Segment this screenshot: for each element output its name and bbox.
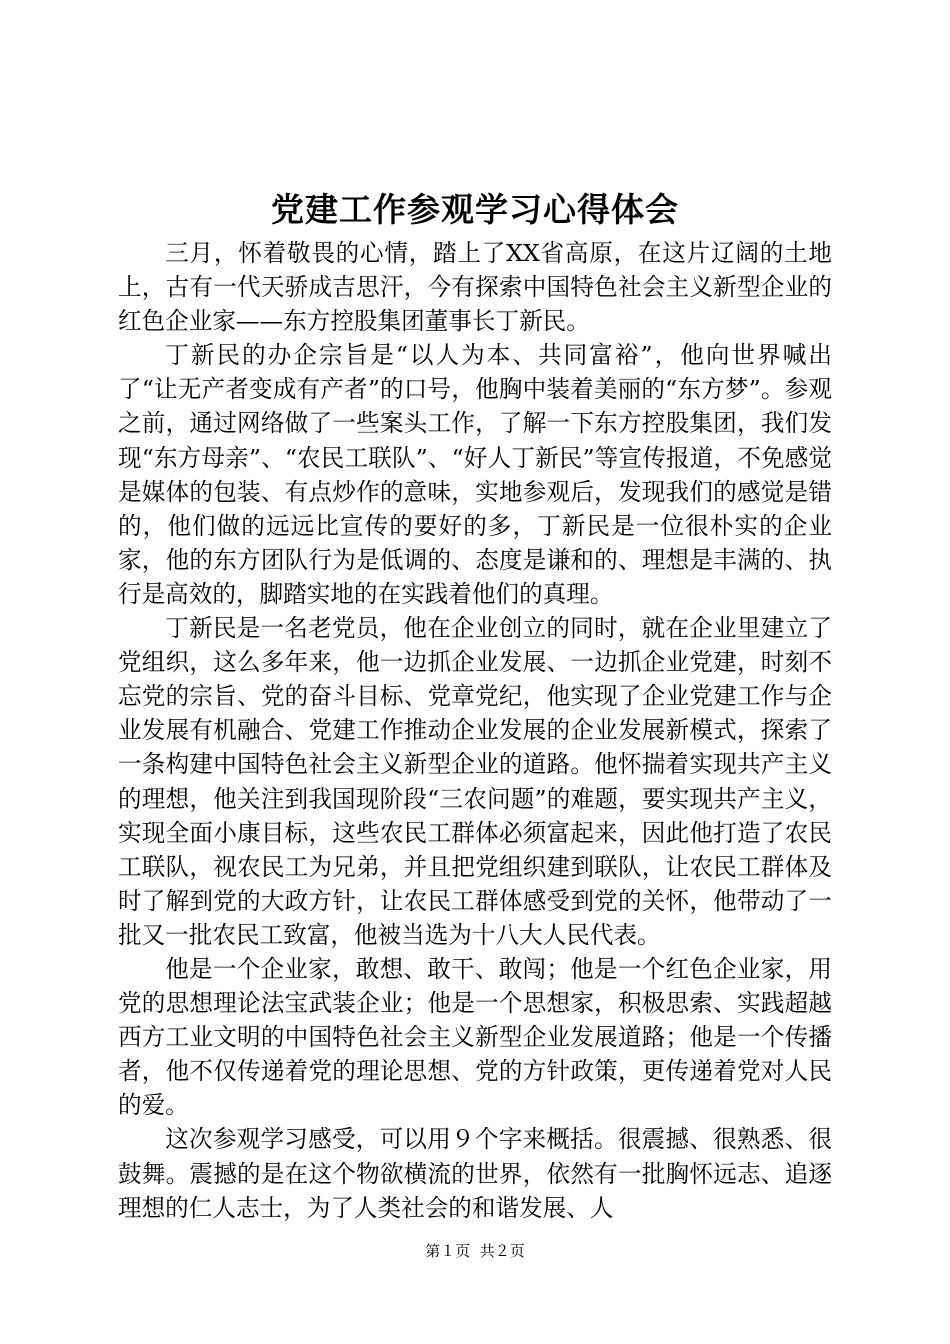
document-body — [118, 236, 832, 1225]
page-total: 共２页 — [479, 1242, 525, 1260]
paragraph-1: 三月，怀着敬畏的心情，踏上了XX省高原，在这片辽阔的土地上，古有一代天骄成吉思汗，今有探索中国特色社会主义新型企业的红色企业家——东方控股集团董事长丁新民。 — [118, 239, 832, 336]
paragraph-5: 这次参观学习感受，可以用９个字来概括。很震撼、很熟悉、很鼓舞。震撼的是在这个物欲横流的世界，依然有一批胸怀远志、追逐理想的仁人志士，为了人类社会的和谐发展、人 — [118, 1125, 832, 1222]
page-footer — [0, 1241, 950, 1261]
paragraph-3: 丁新民是一名老党员，他在企业创立的同时，就在企业里建立了党组织，这么多年来，他一边抓企业发展、一边抓企业党建，时刻不忘党的宗旨、党的奋斗目标、党章党纪，他实现了企业党建工作与企业发展有机融合、党建工作推动企业发展的企业发展新模式，探索了一条构建中国特色社会主义新型企业的道路。他怀揣着实现共产主义的理想，他关注到我国现阶段“三农问题”的难题，要实现共产主义，实现全面小康目标，这些农民工群体必须富起来，因此他打造了农民工联队，视农民工为兄弟，并且把党组织建到联队，让农民工群体及时了解到党的大政方针，让农民工群体感受到党的关怀，他带动了一批又一批农民工致富，他被当选为十八大人民代表。 — [118, 614, 832, 949]
page-number: 第１页 — [425, 1242, 471, 1260]
paragraph-2: 丁新民的办企宗旨是“以人为本、共同富裕”，他向世界喊出了“让无产者变成有产者”的口号，他胸中装着美丽的“东方梦”。参观之前，通过网络做了一些案头工作，了解一下东方控股集团，我们发现“东方母亲”、“农民工联队”、“好人丁新民”等宣传报道，不免感觉是媒体的包装、有点炒作的意味，实地参观后，发现我们的感觉是错的，他们做的远远比宣传的要好的多，丁新民是一位很朴实的企业家，他的东方团队行为是低调的、态度是谦和的、理想是丰满的、执行是高效的，脚踏实地的在实践着他们的真理。 — [118, 341, 832, 608]
document-title: 党建工作参观学习心得体会 — [271, 190, 679, 229]
paragraph-4: 他是一个企业家，敢想、敢干、敢闯；他是一个红色企业家，用党的思想理论法宝武装企业；他是一个思想家，积极思索、实践超越西方工业文明的中国特色社会主义新型企业发展道路；他是一个传播者，他不仅传递着党的理论思想、党的方针政策，更传递着党对人民的爱。 — [118, 954, 832, 1120]
footer-separator — [470, 1242, 480, 1260]
